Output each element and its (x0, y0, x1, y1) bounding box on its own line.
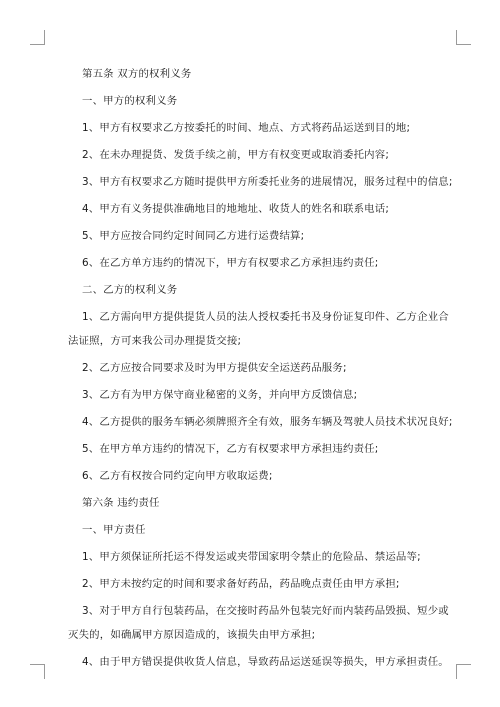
article-5-heading: 第五条 双方的权利义务 (82, 68, 192, 80)
crop-mark-top-left (30, 30, 45, 45)
party-b-clause-3: 3、乙方有为甲方保守商业秘密的义务，并向甲方反馈信息; (82, 389, 358, 401)
liability-clause-3: 3、对于甲方自行包装药品，在交接时药品外包装完好而内装药品毁损、短少或 (82, 605, 449, 617)
section-party-b-rights-heading: 二、乙方的权利义务 (82, 284, 178, 296)
party-b-clause-1-continued: 法证照，方可来我公司办理提货交接; (68, 335, 242, 347)
crop-mark-bottom-left (30, 664, 45, 679)
party-a-clause-5: 5、甲方应按合同约定时间同乙方进行运费结算; (82, 230, 305, 242)
party-b-clause-2: 2、乙方应按合同要求及时为甲方提供安全运送药品服务; (82, 362, 347, 374)
liability-clause-1: 1、甲方须保证所托运不得发运或夹带国家明令禁止的危险品、禁运品等; (82, 551, 421, 563)
liability-clause-2: 2、甲方未按约定的时间和要求备好药品，药品晚点责任由甲方承担; (82, 578, 400, 590)
party-b-clause-5: 5、在甲方单方违约的情况下，乙方有权要求甲方承担违约责任; (82, 443, 379, 455)
party-a-clause-2: 2、在未办理提货、发货手续之前，甲方有权变更或取消委托内容; (82, 149, 390, 161)
liability-clause-3-continued: 灭失的，如确属甲方原因造成的，该损失由甲方承担; (68, 629, 316, 641)
article-6-heading: 第六条 违约责任 (82, 497, 160, 509)
document-body (68, 66, 453, 681)
section-party-a-liability-heading: 一、甲方责任 (82, 524, 146, 536)
party-a-clause-4: 4、甲方有义务提供准确地目的地地址、收货人的姓名和联系电话; (82, 203, 390, 215)
party-b-clause-4: 4、乙方提供的服务车辆必须牌照齐全有效，服务车辆及驾驶人员技术状况良好; (82, 416, 453, 428)
section-party-a-rights-heading: 一、甲方的权利义务 (82, 95, 178, 107)
party-b-clause-1: 1、乙方需向甲方提供提货人员的法人授权委托书及身份证复印件、乙方企业合 (82, 311, 449, 323)
party-a-clause-3: 3、甲方有权要求乙方随时提供甲方所委托业务的进展情况，服务过程中的信息; (82, 176, 453, 188)
crop-mark-bottom-right (456, 664, 471, 679)
party-a-clause-6: 6、在乙方单方违约的情况下，甲方有权要求乙方承担违约责任; (82, 257, 379, 269)
party-b-clause-6: 6、乙方有权按合同约定向甲方收取运费; (82, 470, 273, 482)
liability-clause-4: 4、由于甲方错误提供收货人信息，导致药品运送延误等损失，甲方承担责任。 (82, 656, 449, 668)
crop-mark-top-right (456, 30, 471, 45)
party-a-clause-1: 1、甲方有权要求乙方按委托的时间、地点、方式将药品运送到目的地; (82, 122, 411, 134)
